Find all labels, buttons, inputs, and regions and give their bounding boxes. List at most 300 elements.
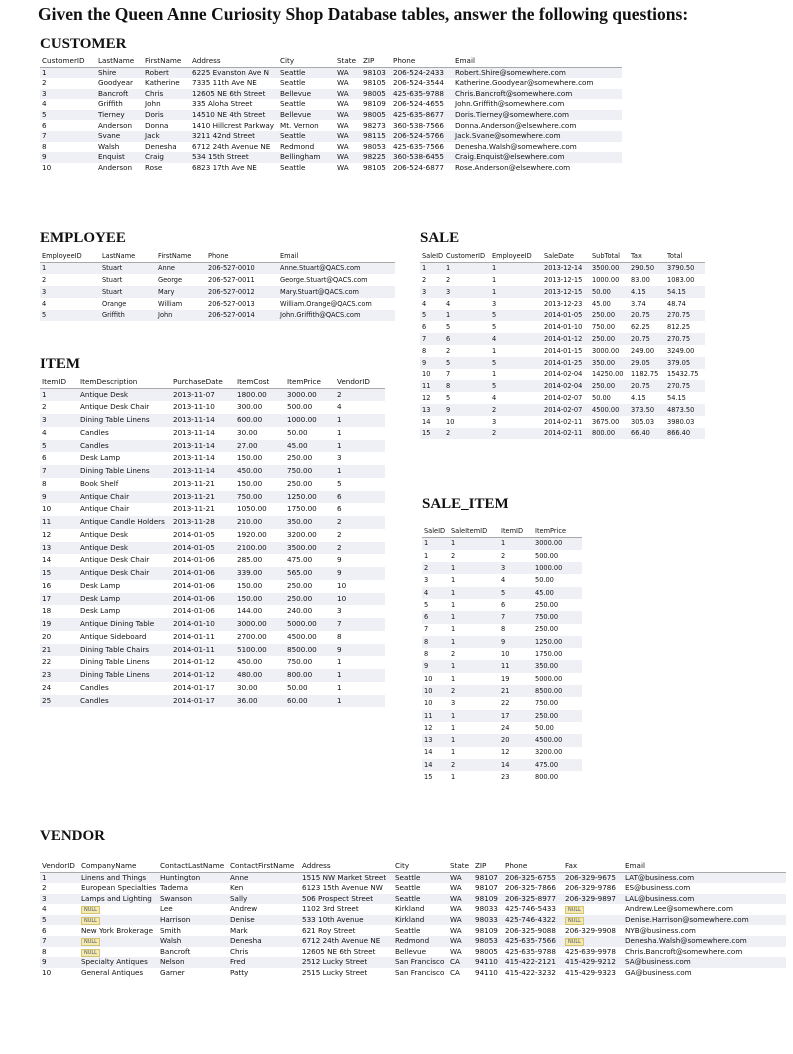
table-cell: Denise [228,915,300,926]
table-cell: 2014-01-11 [171,644,235,657]
table-cell: WA [335,163,361,174]
table-cell: Dining Table Chairs [78,644,171,657]
table-cell: 2014-02-04 [542,369,590,381]
table-cell: 270.75 [665,333,705,345]
table-cell: Antique Desk [78,529,171,542]
table-cell: 50.00 [285,427,335,440]
table-cell: 206-325-9088 [503,925,563,936]
employee-header-row [40,251,395,262]
table-cell: 2014-01-05 [171,542,235,555]
table-cell: 14 [499,759,533,771]
table-row [422,697,582,709]
table-cell: 1000.00 [533,562,582,574]
table-cell: 50.00 [590,392,629,404]
table-row [420,274,705,286]
table-cell: Andrew [228,904,300,915]
table-cell: 425-635-9788 [503,947,563,958]
table-row [40,669,385,682]
table-cell: 98033 [473,915,503,926]
table-cell: 10 [499,648,533,660]
table-cell: 1 [449,710,499,722]
table-cell: 1 [40,388,78,401]
page-heading: Given the Queen Anne Curiosity Shop Database tables, answer the following questions: [38,4,689,24]
table-cell: 7 [335,618,385,631]
table-row [40,131,622,142]
table-cell: Stuart [100,262,156,274]
table-cell: Antique Desk [78,542,171,555]
table-cell: 475.00 [533,759,582,771]
table-cell: 206-325-8977 [503,894,563,905]
table-cell: 2014-01-12 [171,669,235,682]
table-cell: 3 [335,452,385,465]
table-row [40,872,786,883]
table-row [40,554,385,567]
table-cell: 3000.00 [533,537,582,550]
table-cell: WA [448,925,473,936]
table-cell: 1 [449,771,499,783]
table-cell: 98107 [473,883,503,894]
table-cell: 2 [335,529,385,542]
table-cell: 1 [335,465,385,478]
table-cell: 480.00 [235,669,285,682]
table-cell: San Francisco [393,968,448,979]
table-cell [563,915,623,926]
table-cell: 2014-01-12 [171,656,235,669]
table-cell: 565.00 [285,567,335,580]
table-cell: 3 [335,605,385,618]
table-cell: WA [448,947,473,958]
table-cell: LAT@business.com [623,872,786,883]
null-badge: NULL [81,906,100,914]
table-cell: 240.00 [285,605,335,618]
table-cell: 2 [40,401,78,414]
table-cell: 800.00 [533,771,582,783]
table-cell: Seattle [393,872,448,883]
table-cell: 249.00 [629,345,665,357]
table-cell: Candles [78,695,171,708]
table-cell: 206-329-9786 [563,883,623,894]
table-cell: 2013-12-15 [542,274,590,286]
table-cell: Stuart [100,274,156,286]
table-cell: GA@business.com [623,968,786,979]
table-cell: 350.00 [590,357,629,369]
table-cell: Sally [228,894,300,905]
table-cell: 270.75 [665,310,705,322]
table-cell: Candles [78,427,171,440]
table-cell: Anderson [96,120,143,131]
table-cell: 3.74 [629,298,665,310]
column-header: Tax [629,251,665,262]
table-cell: 9 [335,554,385,567]
table-cell: WA [335,67,361,78]
table-cell: 20.75 [629,333,665,345]
table-cell: WA [335,120,361,131]
table-cell: 2 [40,78,96,89]
table-row [40,99,622,110]
table-cell: 2014-01-10 [542,321,590,333]
item-table [40,377,385,707]
table-cell: Enquist [96,152,143,163]
table-cell: 98109 [361,99,391,110]
table-cell: 2013-12-14 [542,262,590,274]
table-cell: 415-422-3232 [503,968,563,979]
table-cell: 4 [444,298,490,310]
table-cell: Dining Table Linens [78,465,171,478]
table-cell: 9 [40,491,78,504]
table-cell: 2013-11-14 [171,465,235,478]
table-cell: 6 [444,333,490,345]
table-cell [79,936,158,947]
table-cell [79,904,158,915]
table-cell: 9 [335,567,385,580]
table-cell: Lamps and Lighting [79,894,158,905]
column-header: ZIP [473,861,503,872]
column-header: ItemCost [235,377,285,388]
column-header: Address [300,861,393,872]
table-row [422,574,582,586]
table-row [40,567,385,580]
table-cell: Kirkland [393,904,448,915]
table-cell: Shire [96,67,143,78]
table-cell: 18 [40,605,78,618]
table-row [420,286,705,298]
table-cell: 750.00 [533,697,582,709]
null-badge: NULL [565,938,584,946]
table-cell: 2014-02-11 [542,428,590,440]
table-cell: 20 [499,734,533,746]
table-cell: 206-527-0014 [206,310,278,322]
table-cell: 5 [490,321,542,333]
table-cell [563,936,623,947]
table-cell: 98105 [361,163,391,174]
table-cell: 425-639-9978 [563,947,623,958]
table-cell: 150.00 [235,478,285,491]
table-cell: 24 [499,722,533,734]
table-cell: 2 [449,685,499,697]
table-cell: 83.00 [629,274,665,286]
table-cell: WA [448,904,473,915]
table-row [40,695,385,708]
table-row [40,605,385,618]
table-cell: 360-538-6455 [391,152,453,163]
table-cell: 54.15 [665,286,705,298]
column-header: FirstName [143,56,190,67]
table-cell: Katherine [143,78,190,89]
table-cell: Walsh [158,936,228,947]
table-cell: 19 [40,618,78,631]
column-header: ContactLastName [158,861,228,872]
table-cell: 1000.00 [285,414,335,427]
table-cell [79,947,158,958]
table-cell: 14 [422,747,449,759]
table-cell: 8 [420,345,444,357]
table-cell: 1515 NW Market Street [300,872,393,883]
table-cell: WA [335,152,361,163]
table-cell: 150.00 [235,452,285,465]
table-cell: 17 [40,593,78,606]
table-row [422,636,582,648]
column-header: SaleItemID [449,526,499,537]
table-cell: 250.00 [285,580,335,593]
table-cell: 285.00 [235,554,285,567]
table-cell: 4 [40,904,79,915]
table-row [40,286,395,298]
table-cell: Kirkland [393,915,448,926]
table-row [422,624,582,636]
table-cell: 750.00 [285,465,335,478]
table-cell: 36.00 [235,695,285,708]
table-cell: 2700.00 [235,631,285,644]
table-cell: 206-524-4655 [391,99,453,110]
table-cell: 3500.00 [285,542,335,555]
null-badge: NULL [81,917,100,925]
table-cell: 250.00 [590,380,629,392]
table-cell: 6 [420,321,444,333]
table-cell: 450.00 [235,656,285,669]
table-cell: 206-527-0012 [206,286,278,298]
table-cell: 16 [40,580,78,593]
table-row [40,401,385,414]
table-cell: WA [448,883,473,894]
table-cell: 50.00 [285,682,335,695]
table-cell: Desk Lamp [78,605,171,618]
table-row [40,631,385,644]
table-cell: 2013-11-21 [171,491,235,504]
table-row [422,747,582,759]
table-cell: 13 [422,734,449,746]
table-cell: 425-635-7566 [503,936,563,947]
table-cell: 6 [40,925,79,936]
table-cell: 206-329-9897 [563,894,623,905]
table-cell: 94110 [473,957,503,968]
table-cell: 14 [422,759,449,771]
table-cell: 5 [444,321,490,333]
table-cell: 1 [449,660,499,672]
table-cell: 800.00 [285,669,335,682]
table-cell: 98115 [361,131,391,142]
table-cell: 1 [422,550,449,562]
table-row [40,925,786,936]
table-row [40,947,786,958]
table-cell: 19 [499,673,533,685]
table-cell: 12605 NE 6th Street [190,89,278,100]
table-cell: 2 [490,428,542,440]
table-cell: 2013-11-28 [171,516,235,529]
table-row [422,673,582,685]
table-cell: Antique Desk [78,388,171,401]
table-cell: Ken [228,883,300,894]
table-cell: 4 [40,99,96,110]
table-cell: 3 [40,89,96,100]
table-cell: Seattle [393,883,448,894]
table-cell: Donna.Anderson@elsewhere.com [453,120,622,131]
column-header: City [278,56,335,67]
table-cell: NYB@business.com [623,925,786,936]
column-header: VendorID [335,377,385,388]
table-cell: 250.00 [590,310,629,322]
table-cell: 98005 [361,110,391,121]
table-cell: 425-746-5433 [503,904,563,915]
table-cell: 12 [499,747,533,759]
vendor-header-row [40,861,786,872]
table-cell: 1 [335,669,385,682]
table-cell: 2014-02-04 [542,380,590,392]
table-cell: 5 [490,380,542,392]
table-cell: 2014-01-10 [171,618,235,631]
table-cell: 1 [449,587,499,599]
sale-item-table [422,526,582,783]
table-cell: 2014-01-06 [171,605,235,618]
column-header: CompanyName [79,861,158,872]
table-row [40,542,385,555]
table-cell: 750.00 [285,656,335,669]
table-cell: 4 [420,298,444,310]
table-row [40,298,395,310]
vendor-title: VENDOR [40,828,106,844]
table-row [40,968,786,979]
table-cell: 1250.00 [285,491,335,504]
table-cell: Redmond [278,142,335,153]
table-cell: 14510 NE 4th Street [190,110,278,121]
table-cell: 750.00 [590,321,629,333]
table-cell: 425-635-9788 [391,89,453,100]
table-cell: 500.00 [285,401,335,414]
table-cell: Griffith [96,99,143,110]
table-row [422,537,582,550]
table-cell: 1 [499,537,533,550]
table-cell: Specialty Antiques [79,957,158,968]
column-header: FirstName [156,251,206,262]
table-row [40,89,622,100]
table-cell: Linens and Things [79,872,158,883]
table-cell: 98053 [473,936,503,947]
table-cell: Seattle [278,78,335,89]
table-cell: CA [448,957,473,968]
null-badge: NULL [565,917,584,925]
column-header: ItemDescription [78,377,171,388]
table-cell: 3 [40,894,79,905]
table-cell: 15 [422,771,449,783]
table-cell: 866.40 [665,428,705,440]
table-row [420,345,705,357]
table-cell: 3200.00 [285,529,335,542]
table-cell: Dining Table Linens [78,414,171,427]
table-cell: 250.00 [590,333,629,345]
table-cell: 750.00 [235,491,285,504]
table-cell: Rose [143,163,190,174]
table-cell: 12 [420,392,444,404]
table-row [422,648,582,660]
table-cell: 2 [422,562,449,574]
customer-table [40,56,622,173]
table-cell: 534 15th Street [190,152,278,163]
column-header: SubTotal [590,251,629,262]
column-header: EmployeeID [40,251,100,262]
table-row [422,771,582,783]
table-cell: 7 [444,369,490,381]
table-cell: 98103 [361,67,391,78]
table-cell: Nelson [158,957,228,968]
table-cell: 2013-11-07 [171,388,235,401]
table-cell: 1800.00 [235,388,285,401]
table-cell: 17 [499,710,533,722]
table-cell: 1 [335,682,385,695]
table-cell: 15 [40,567,78,580]
table-cell: 206-527-0010 [206,262,278,274]
table-cell: 206-329-9675 [563,872,623,883]
table-cell: 98053 [361,142,391,153]
table-cell: 5 [422,599,449,611]
table-row [422,599,582,611]
table-cell: 2 [335,542,385,555]
table-cell: 12 [40,529,78,542]
table-cell: 8 [40,142,96,153]
column-header: Phone [503,861,563,872]
table-cell: 12 [422,722,449,734]
table-cell: Mark [228,925,300,936]
table-cell: 5 [40,310,100,322]
column-header: Email [453,56,622,67]
table-cell: 50.00 [590,286,629,298]
sale-item-title: SALE_ITEM [422,496,509,512]
table-cell: Garner [158,968,228,979]
table-cell: 360-538-7566 [391,120,453,131]
table-cell: 6123 15th Avenue NW [300,883,393,894]
table-cell: Antique Desk Chair [78,567,171,580]
table-cell: 94110 [473,968,503,979]
table-cell: 11 [40,516,78,529]
table-cell: 1 [490,274,542,286]
column-header: ContactFirstName [228,861,300,872]
table-row [40,491,385,504]
table-cell: 1 [40,872,79,883]
table-row [420,428,705,440]
table-cell: 5 [490,357,542,369]
table-cell: 2013-11-14 [171,440,235,453]
table-cell: Doris.Tierney@somewhere.com [453,110,622,121]
table-cell: Chris [228,947,300,958]
table-cell: 2 [444,345,490,357]
table-cell: 2014-01-15 [542,345,590,357]
table-cell: 7 [420,333,444,345]
table-cell: 5 [420,310,444,322]
table-cell: 206-524-5766 [391,131,453,142]
table-cell: 2014-02-07 [542,404,590,416]
table-cell: 3 [422,574,449,586]
table-cell: Svane [96,131,143,142]
table-cell: Candles [78,440,171,453]
column-header: Phone [206,251,278,262]
table-cell: 98273 [361,120,391,131]
table-cell: Craig [143,152,190,163]
table-cell: 3500.00 [590,262,629,274]
column-header: SaleID [422,526,449,537]
table-cell: Bellevue [278,89,335,100]
table-cell: 2013-11-14 [171,452,235,465]
table-cell: Book Shelf [78,478,171,491]
table-row [40,682,385,695]
table-cell: 415-429-9323 [563,968,623,979]
table-row [40,894,786,905]
table-cell: Andrew.Lee@somewhere.com [623,904,786,915]
table-cell: Harrison [158,915,228,926]
table-cell: Seattle [393,894,448,905]
table-cell: 6 [422,611,449,623]
table-cell: 206-325-7866 [503,883,563,894]
table-row [40,593,385,606]
item-header-row [40,377,385,388]
table-cell: 98005 [473,947,503,958]
